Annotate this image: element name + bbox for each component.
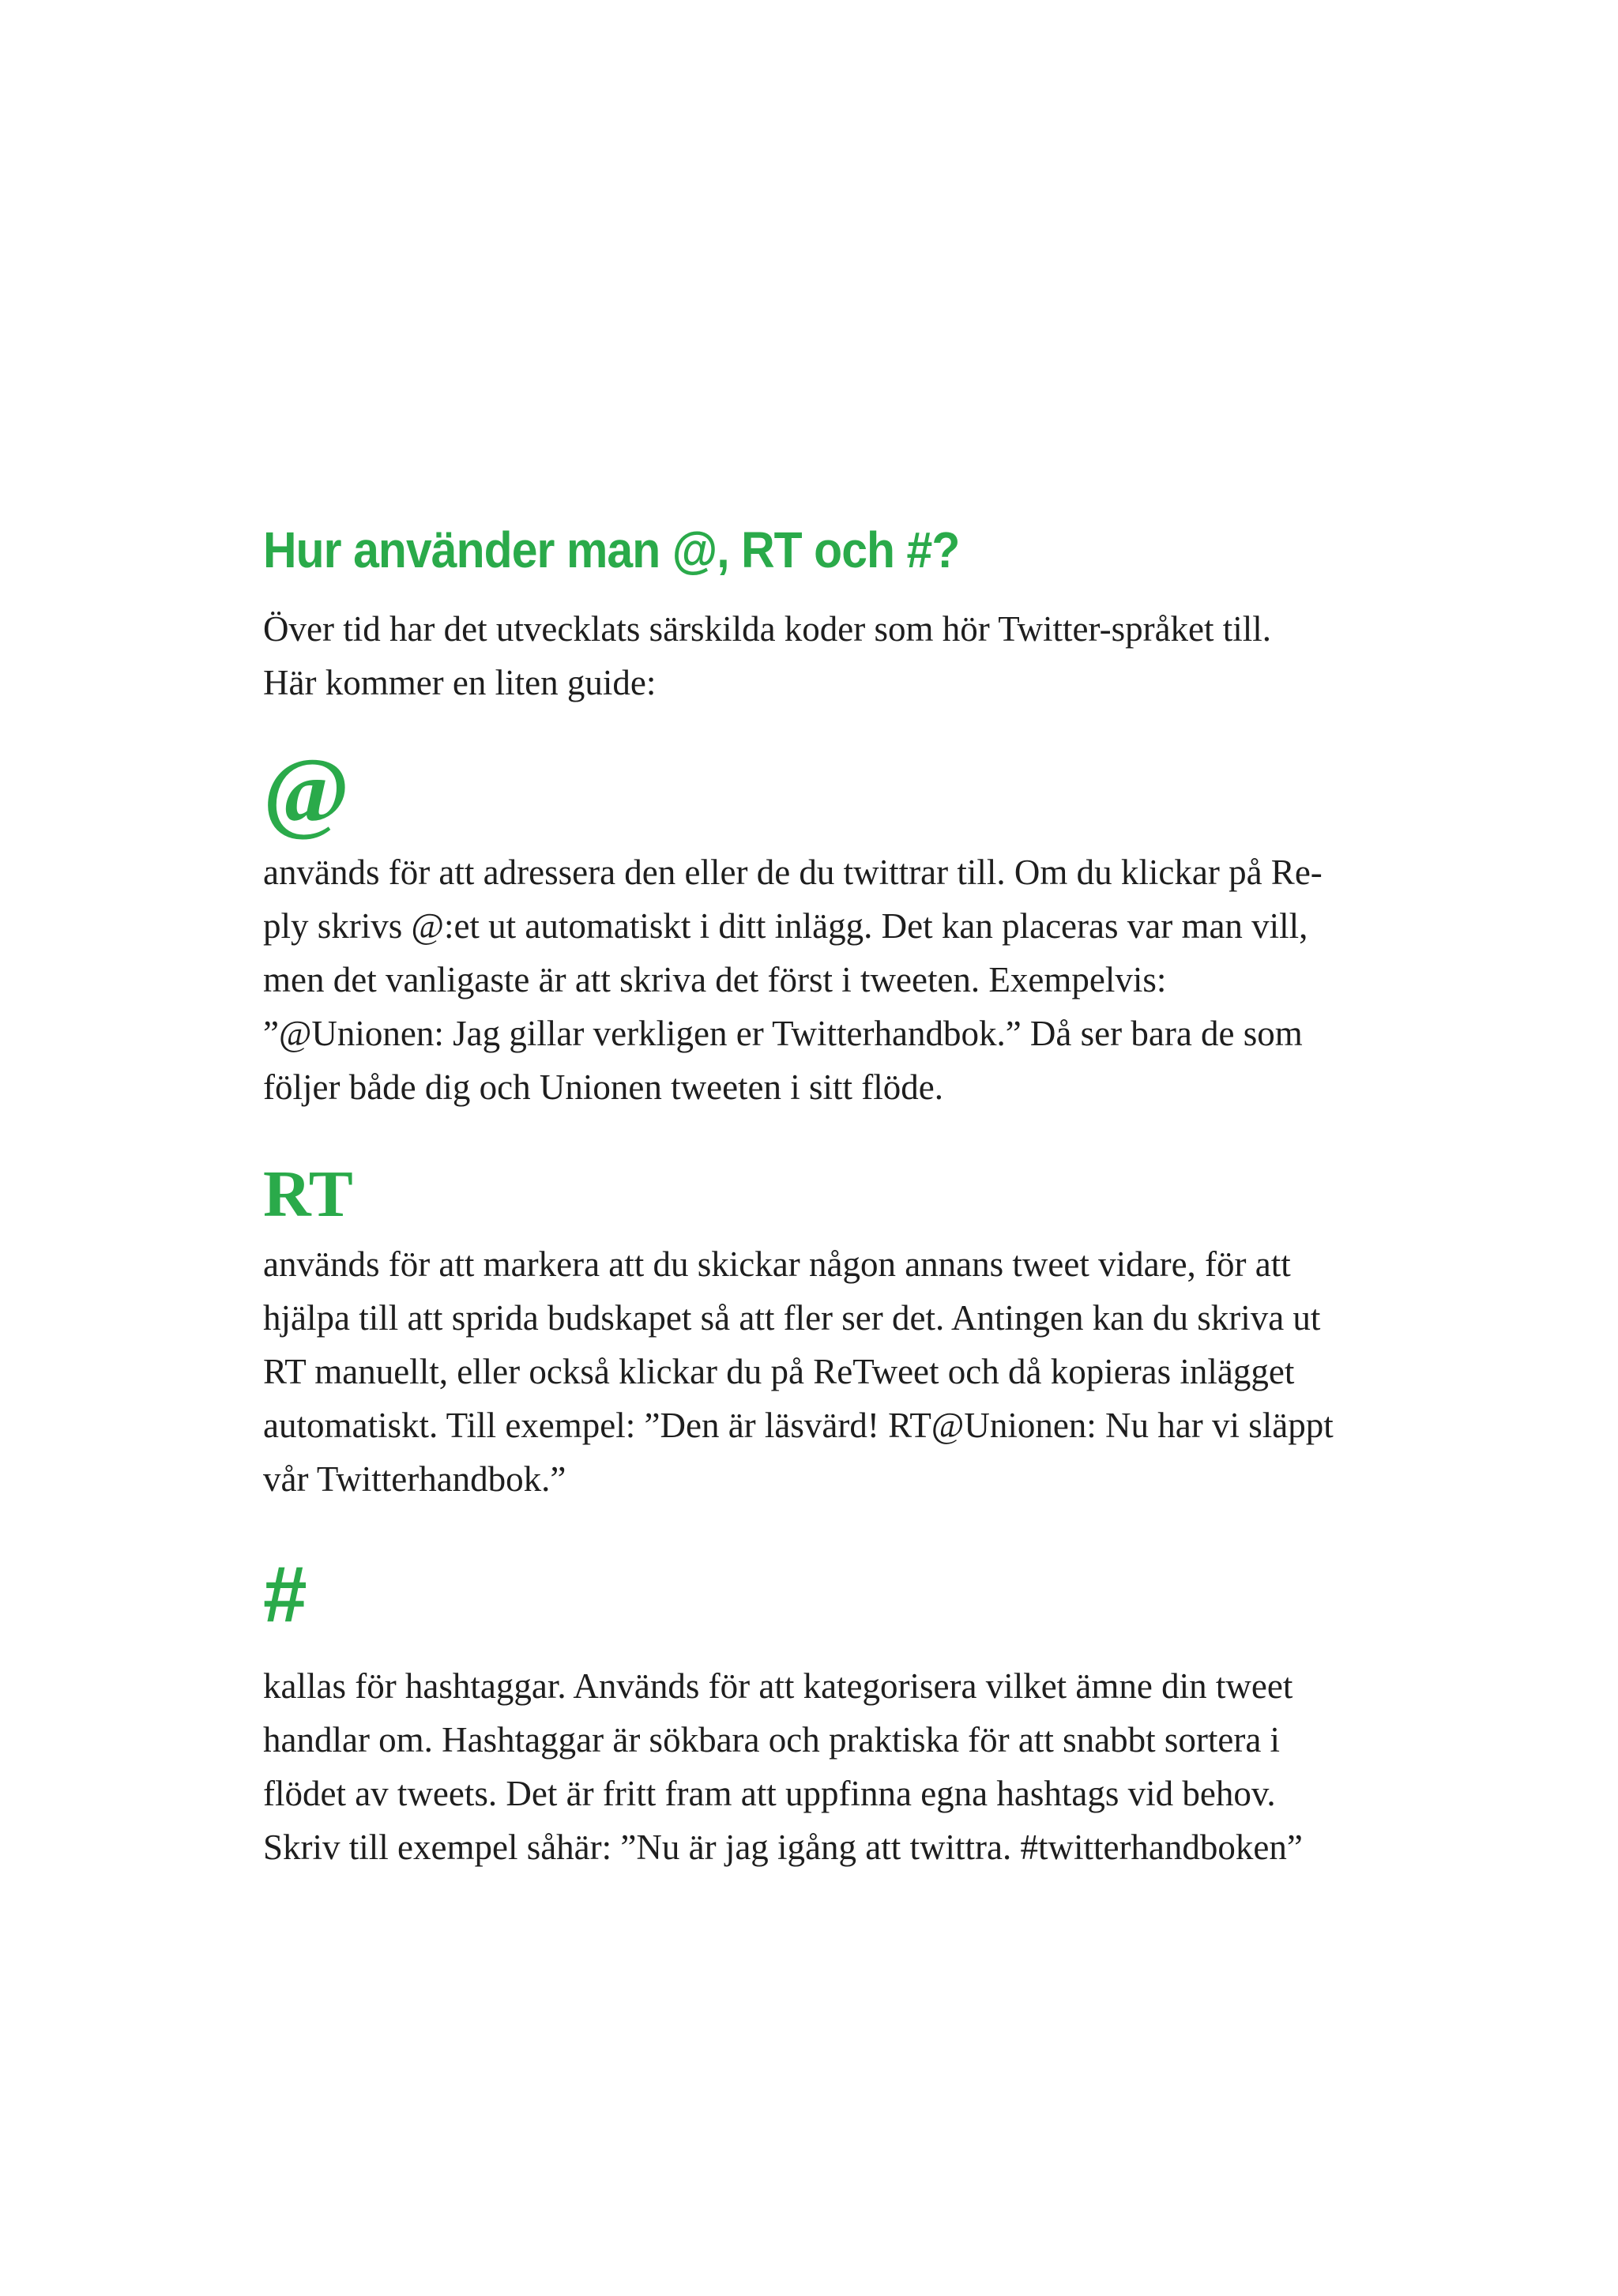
at-paragraph — [263, 845, 1432, 1114]
at-line: används för att adressera den eller de du twittrar till. Om du klickar på Re- — [263, 853, 1323, 892]
at-line: ”@Unionen: Jag gillar verkligen er Twitterhandbok.” Då ser bara de som — [263, 1014, 1303, 1053]
rt-symbol-heading: RT — [263, 1157, 353, 1231]
intro-line: Över tid har det utvecklats särskilda koder som hör Twitter-språket till. — [263, 609, 1272, 649]
rt-paragraph — [263, 1237, 1432, 1506]
rt-line: används för att markera att du skickar någon annans tweet vidare, för att — [263, 1244, 1291, 1284]
page-title: Hur använder man @, RT och #? — [263, 521, 960, 578]
at-line: men det vanligaste är att skriva det först i tweeten. Exempelvis: — [263, 960, 1167, 999]
intro-line: Här kommer en liten guide: — [263, 663, 657, 702]
rt-line: vår Twitterhandbok.” — [263, 1459, 566, 1499]
hash-line: kallas för hashtaggar. Används för att kategorisera vilket ämne din tweet — [263, 1666, 1293, 1706]
at-line: följer både dig och Unionen tweeten i sitt flöde. — [263, 1067, 943, 1107]
rt-line: hjälpa till att sprida budskapet så att fler ser det. Antingen kan du skriva ut — [263, 1298, 1321, 1338]
hash-line: Skriv till exempel såhär: ”Nu är jag igång att twittra. #twitterhandboken” — [263, 1827, 1303, 1867]
hash-symbol-heading: # — [263, 1550, 307, 1639]
at-symbol-heading: @ — [263, 739, 350, 842]
hash-line: handlar om. Hashtaggar är sökbara och praktiska för att snabbt sortera i — [263, 1720, 1281, 1760]
intro-paragraph — [263, 602, 1432, 710]
rt-line: RT manuellt, eller också klickar du på ReTweet och då kopieras inlägget — [263, 1352, 1295, 1391]
at-line: ply skrivs @:et ut automatiskt i ditt inlägg. Det kan placeras var man vill, — [263, 906, 1308, 946]
hash-line: flödet av tweets. Det är fritt fram att uppfinna egna hashtags vid behov. — [263, 1774, 1276, 1813]
rt-line: automatiskt. Till exempel: ”Den är läsvärd! RT@Unionen: Nu har vi släppt — [263, 1406, 1334, 1445]
hash-paragraph — [263, 1659, 1432, 1874]
